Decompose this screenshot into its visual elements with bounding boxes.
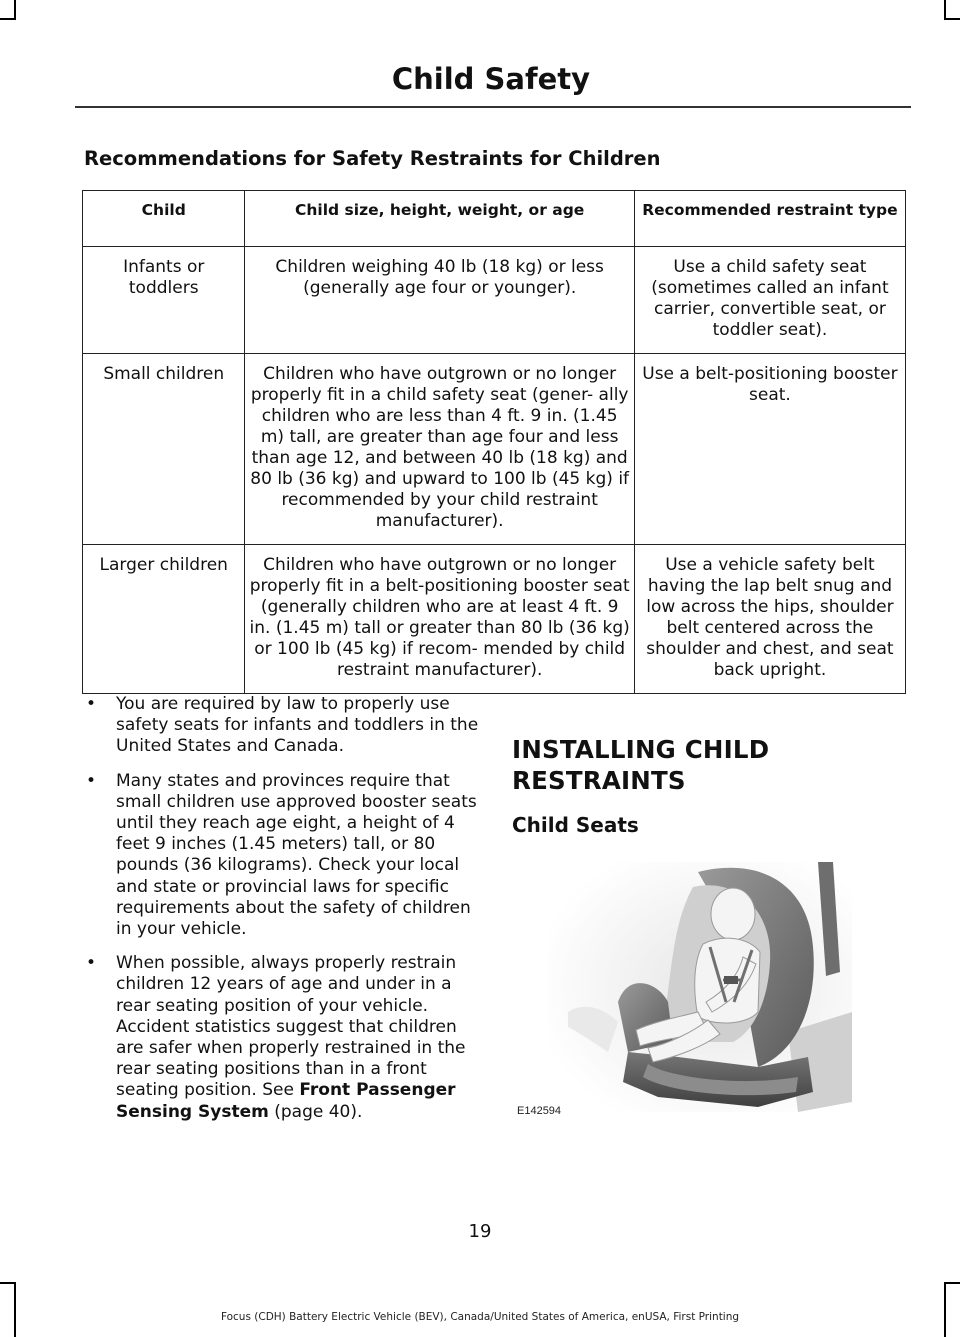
list-item <box>84 953 479 1123</box>
bullet-marker: • <box>86 953 97 974</box>
page-header-title: Child Safety <box>391 62 590 96</box>
crop-mark <box>944 18 960 20</box>
crop-mark <box>944 0 946 20</box>
table-cell: Children weighing 40 lb (18 kg) or less (generally age four or younger). <box>245 247 634 354</box>
crop-mark <box>14 0 16 20</box>
crop-mark <box>944 1282 960 1284</box>
table-row <box>83 545 906 694</box>
crop-mark <box>14 1282 16 1337</box>
bullet-text: Many states and provinces require that small children use approved booster seats until they reach age eight, a height of 4 feet 9 inches (1.45 meters) tall, or 80 pounds (36 kilograms). Check your local and state or provincial laws for specific requirements about the safety of children in your vehicle. <box>116 770 477 940</box>
page-footer: Focus (CDH) Battery Electric Vehicle (BEV), Canada/United States of America, enUSA, First Printing <box>220 1311 740 1323</box>
cross-reference-link[interactable]: Front Passenger Sensing System <box>116 1080 456 1122</box>
bullet-marker: • <box>86 770 97 791</box>
crop-mark <box>0 18 16 20</box>
bullet-text: You are required by law to properly use safety seats for infants and toddlers in the United States and Canada. <box>116 694 479 757</box>
table-header-cell: Recommended restraint type <box>634 191 905 247</box>
table-cell: Children who have outgrown or no longer properly fit in a child safety seat (gener- ally children who are less than 4 ft. 9 in. (1.45 m) tall, are greater than age four and less than age 12, and between 40 lb (18 kg) and 80 lb (36 kg) and upward to 100 lb (45 kg) if recommended by your child restraint manufacturer). <box>245 354 634 545</box>
table-row <box>83 247 906 354</box>
section-heading: INSTALLING CHILD RESTRAINTS <box>512 735 770 795</box>
table-header-cell: Child size, height, weight, or age <box>245 191 634 247</box>
section-title: Recommendations for Safety Restraints for Children <box>84 147 661 170</box>
table-cell: Use a child safety seat (sometimes called an infant carrier, convertible seat, or toddler seat). <box>634 247 905 354</box>
child-seat-illustration-icon <box>508 852 852 1122</box>
header-rule <box>75 106 911 108</box>
crop-mark <box>0 1282 16 1284</box>
table-cell: Use a belt-positioning booster seat. <box>634 354 905 545</box>
figure-label: E142594 <box>517 1105 562 1117</box>
table-cell: Small children <box>83 354 245 545</box>
table-cell: Larger children <box>83 545 245 694</box>
table-cell: Children who have outgrown or no longer properly fit in a belt-positioning booster seat (generally children who are at least 4 ft. 9 in. (1.45 m) tall or greater than 80 lb (36 kg) or 100 lb (45 kg) if recom- mended by child restraint manufacturer). <box>245 545 634 694</box>
table-cell: Use a vehicle safety belt having the lap belt snug and low across the hips, shoulder belt centered across the shoulder and chest, and seat back upright. <box>634 545 905 694</box>
page-reference: (page 40). <box>274 1101 363 1122</box>
subsection-heading: Child Seats <box>512 813 639 837</box>
table-row <box>83 354 906 545</box>
restraints-table <box>82 190 906 694</box>
bullet-list <box>84 694 479 1136</box>
table-header-cell: Child <box>83 191 245 247</box>
crop-mark <box>944 1282 946 1337</box>
list-item <box>84 771 479 941</box>
page-number: 19 <box>468 1221 492 1242</box>
table-header-row <box>83 191 906 247</box>
table-cell: Infants or toddlers <box>83 247 245 354</box>
bullet-text: When possible, always properly restrain children 12 years of age and under in a rear seating position of your vehicle. Accident statistics suggest that children are safer when properly restrained in the rear seating positions than in a front seating position. See <box>116 953 466 1101</box>
bullet-marker: • <box>86 694 97 714</box>
list-item <box>84 694 479 758</box>
